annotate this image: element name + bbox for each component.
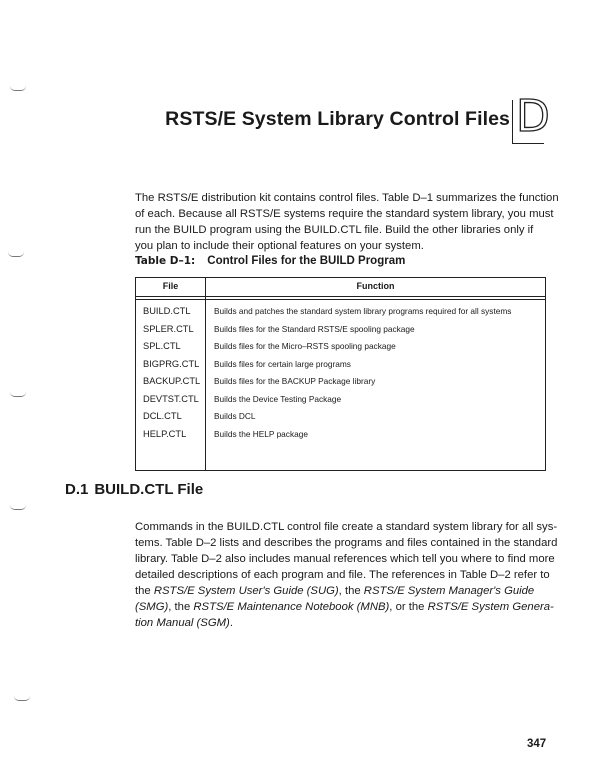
function-cell: Builds the HELP package [214,428,308,439]
text-segment: library. Table D–2 also includes manual references which tell you where to find more [135,553,555,565]
header-function: Function [356,281,395,291]
file-cell: BUILD.CTL [143,306,191,316]
table-row [136,304,545,321]
table-row [136,322,545,339]
italic-reference: RSTS/E System User's Guide (SUG) [153,585,339,597]
table-row [136,374,545,391]
file-cell: BIGPRG.CTL [143,358,200,369]
text-line [135,519,557,535]
text-line [135,583,557,599]
section-title: BUILD.CTL File [94,481,204,498]
scan-margin-mark [14,696,30,701]
function-cell: Builds DCL [214,411,256,421]
file-cell: SPL.CTL [143,341,181,351]
intro-paragraph [135,190,559,254]
table-row [136,409,545,426]
text-line [135,615,557,631]
text-segment: , the [338,585,364,597]
scan-margin-mark [10,86,26,91]
italic-reference: RSTS/E System Genera- [427,601,554,613]
table-row [136,392,545,409]
text-line [135,535,557,551]
text-line: you plan to include their optional features on your system. [135,240,424,252]
function-cell: Builds the Device Testing Package [214,393,342,404]
table-row [136,427,545,444]
file-cell: BACKUP.CTL [143,376,201,386]
section-heading [65,481,203,498]
italic-reference: RSTS/E Maintenance Notebook (MNB) [193,601,390,613]
text-segment: . [229,617,233,629]
header-file: File [162,281,179,291]
function-cell: Builds files for the Micro–RSTS spooling package [214,341,396,351]
text-line: The RSTS/E distribution kit contains control files. Table D–1 summarizes the function [135,192,559,204]
table-header-double-rule [136,299,545,300]
page-title: RSTS/E System Library Control Files [165,108,510,130]
text-line [135,567,557,583]
table-caption [135,255,405,267]
text-line [135,551,557,567]
italic-reference: RSTS/E System Manager's Guide [363,585,535,597]
scan-margin-mark [10,392,26,397]
scan-margin-mark [10,505,26,510]
text-segment: the [135,585,154,597]
table-row [136,339,545,356]
control-files-table [135,277,546,471]
text-segment: detailed descriptions of each program and file. The references in Table D–2 refer to [135,569,550,581]
table-caption-title: Control Files for the BUILD Program [207,255,406,267]
scan-margin-mark [8,252,24,257]
section-paragraph [135,519,557,631]
text-line: run the BUILD program using the BUILD.CTL file. Build the other libraries only if [135,224,534,236]
text-line [135,599,557,615]
page-number: 347 [527,738,547,750]
italic-reference: (SMG) [135,601,169,613]
text-segment: tems. Table D–2 lists and describes the programs and files contained in the standard [135,537,558,549]
function-cell: Builds files for certain large programs [214,358,351,369]
function-cell: Builds files for the Standard RSTS/E spooling package [214,323,415,334]
text-segment: , the [168,601,194,613]
table-row [136,357,545,374]
file-cell: DEVTST.CTL [143,393,199,404]
file-cell: HELP.CTL [143,428,187,439]
text-line: of each. Because all RSTS/E systems require the standard system library, you must [135,208,554,220]
appendix-letter: D [516,91,550,142]
function-cell: Builds and patches the standard system library programs required for all systems [214,306,512,316]
italic-reference: tion Manual (SGM) [135,617,230,629]
section-number: D.1 [65,481,89,498]
text-segment: , or the [389,601,428,613]
text-segment: Commands in the BUILD.CTL control file create a standard system library for all sys- [135,521,558,533]
function-cell: Builds files for the BACKUP Package library [214,376,376,386]
table-caption-label: Table D–1: [135,255,196,267]
file-cell: SPLER.CTL [143,323,194,334]
file-cell: DCL.CTL [143,411,182,421]
